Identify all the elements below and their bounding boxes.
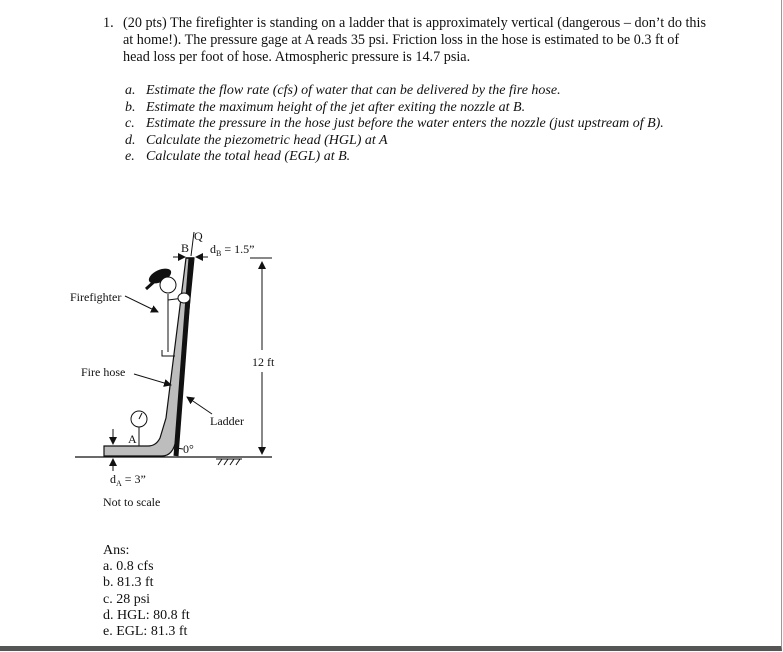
part-text: Calculate the total head (EGL) at B.	[146, 149, 351, 165]
firefighter-head	[160, 277, 176, 293]
fire-hose-pointer	[134, 374, 171, 385]
a-label: A	[128, 432, 137, 446]
db-value: = 1.5”	[221, 242, 255, 256]
part-text: Estimate the maximum height of the jet after exiting the nozzle at B.	[146, 99, 526, 115]
firefighter-hand	[178, 293, 190, 303]
firefighter-label: Firefighter	[70, 290, 122, 304]
da-symbol: d	[110, 472, 116, 486]
fire-hose-label: Fire hose	[81, 365, 126, 379]
angle-label: 0°	[183, 442, 194, 456]
answer-item: e. EGL: 81.3 ft	[103, 624, 188, 640]
part-text: Estimate the pressure in the hose just before the water enters the nozzle (just upstream of B).	[146, 116, 664, 132]
da-label	[110, 472, 146, 488]
db-symbol: d	[210, 242, 216, 256]
part-label: c.	[125, 116, 135, 132]
problem-text: (20 pts) The firefighter is standing on a ladder that is approximately vertical (dangerous – don’t do this at home!). The pressure gage at A reads 35 psi. Friction loss in the hose is estimated to be 0.3 ft of head loss per foot of hose. Atmospheric pressure is 14.7 psia.	[123, 15, 706, 65]
answers-heading: Ans:	[103, 543, 130, 558]
part-text: Calculate the piezometric head (HGL) at A	[146, 132, 388, 148]
ladder-pointer	[187, 397, 212, 414]
answer-item: b. 81.3 ft	[103, 575, 154, 591]
db-label	[210, 242, 254, 258]
not-to-scale-note: Not to scale	[103, 495, 161, 509]
q-label: Q	[194, 229, 203, 243]
part-label: d.	[125, 132, 136, 148]
part-label: e.	[125, 149, 135, 165]
ground-hatch	[216, 459, 242, 465]
firefighter-pointer	[125, 296, 158, 312]
da-subscript: A	[116, 479, 122, 488]
ladder-label: Ladder	[210, 414, 244, 428]
problem-number: 1.	[103, 15, 114, 31]
answer-item: d. HGL: 80.8 ft	[103, 607, 190, 623]
answer-item: a. 0.8 cfs	[103, 559, 154, 575]
part-label: b.	[125, 99, 136, 115]
da-value: = 3”	[121, 472, 146, 486]
height-label: 12 ft	[252, 355, 275, 369]
answer-item: c. 28 psi	[103, 591, 151, 607]
part-text: Estimate the flow rate (cfs) of water that can be delivered by the fire hose.	[146, 83, 561, 98]
db-subscript: B	[216, 249, 222, 258]
part-label: a.	[125, 83, 136, 98]
b-label: B	[181, 241, 190, 255]
answers-block	[103, 543, 190, 640]
